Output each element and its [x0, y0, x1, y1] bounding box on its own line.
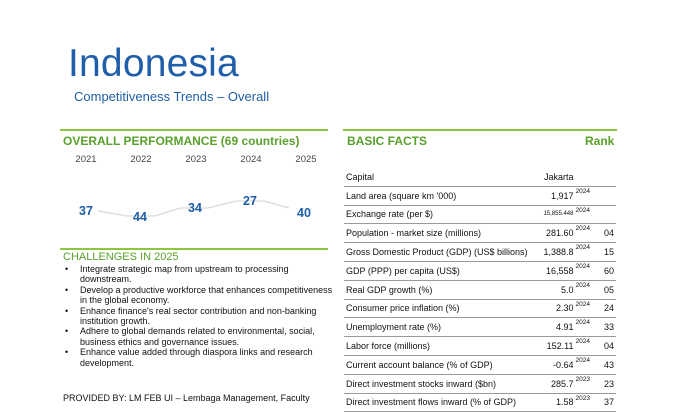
facts-row — [344, 355, 616, 374]
fact-rank: 23 — [597, 374, 616, 393]
challenge-item: • Develop a productive workforce that enhances competitiveness in the global economy. — [63, 285, 333, 306]
year-label: 2022 — [130, 154, 152, 165]
fact-year: 2024 — [573, 355, 597, 374]
rank-label-2025: 40 — [297, 206, 311, 220]
facts-row — [344, 261, 616, 280]
fact-label: Population - market size (millions) — [344, 224, 528, 243]
fact-rank: 04 — [597, 224, 616, 243]
fact-label: Exchange rate (per $) — [344, 205, 528, 224]
rank-label-2022: 44 — [133, 210, 147, 224]
fact-year: 2024 — [573, 186, 597, 205]
fact-rank — [597, 168, 616, 186]
fact-value: 4.91 — [528, 318, 574, 337]
facts-row — [344, 280, 616, 299]
facts-row — [344, 318, 616, 337]
fact-label: Labor force (millions) — [344, 337, 528, 356]
fact-value: 15,855.448 — [528, 205, 574, 224]
challenge-item: • Adhere to global demands related to environmental, social, business ethics and governance issues. — [63, 326, 333, 347]
fact-rank: 05 — [597, 280, 616, 299]
fact-year: 2023 — [573, 374, 597, 393]
year-axis — [64, 154, 328, 165]
fact-label: Land area (square km '000) — [344, 186, 528, 205]
challenges-title: CHALLENGES IN 2025 — [63, 251, 179, 263]
fact-year: 2024 — [573, 261, 597, 280]
fact-label: Capital — [344, 168, 528, 186]
overall-performance-title: OVERALL PERFORMANCE (69 countries) — [63, 134, 300, 148]
facts-row — [344, 393, 616, 412]
facts-row — [344, 205, 616, 224]
fact-label: Consumer price inflation (%) — [344, 299, 528, 318]
fact-value: 281.60 — [528, 224, 574, 243]
fact-year: 2024 — [573, 205, 597, 224]
fact-value: 1,388.8 — [528, 243, 574, 262]
fact-value: 1.58 — [528, 393, 574, 412]
fact-value: Jakarta — [528, 168, 574, 186]
year-label: 2024 — [240, 154, 262, 165]
rank-label-2023: 34 — [188, 201, 202, 215]
fact-rank — [597, 205, 616, 224]
page-subtitle: Competitiveness Trends – Overall — [74, 89, 270, 104]
fact-year: 2024 — [573, 318, 597, 337]
fact-value: 16,558 — [528, 261, 574, 280]
challenges-list — [63, 264, 333, 368]
year-label: 2023 — [185, 154, 207, 165]
fact-rank: 60 — [597, 261, 616, 280]
year-label: 2025 — [295, 154, 317, 165]
fact-label: Unemployment rate (%) — [344, 318, 528, 337]
fact-year: 2024 — [573, 337, 597, 356]
provided-by-note: PROVIDED BY: LM FEB UI – Lembaga Management, Faculty — [63, 393, 310, 403]
fact-value: 285.7 — [528, 374, 574, 393]
fact-rank: 15 — [597, 243, 616, 262]
facts-row — [344, 224, 616, 243]
challenge-item: • Integrate strategic map from upstream to processing downstream. — [63, 264, 333, 285]
fact-rank: 37 — [597, 393, 616, 412]
fact-rank — [597, 186, 616, 205]
basic-facts-title: BASIC FACTS — [347, 134, 428, 148]
challenge-item: • Enhance value added through diaspora links and research development. — [63, 347, 333, 368]
fact-label: GDP (PPP) per capita (US$) — [344, 261, 528, 280]
year-label: 2021 — [75, 154, 97, 165]
basic-facts-rule — [343, 129, 617, 131]
facts-row — [344, 337, 616, 356]
rank-header: Rank — [585, 134, 615, 148]
facts-row — [344, 243, 616, 262]
fact-year: 2024 — [573, 243, 597, 262]
fact-label: Real GDP growth (%) — [344, 280, 528, 299]
fact-year: 2024 — [573, 280, 597, 299]
challenge-item: • Enhance finance's real sector contribution and non-banking institution growth. — [63, 306, 333, 327]
fact-value: 2.30 — [528, 299, 574, 318]
fact-rank: 43 — [597, 355, 616, 374]
overall-performance-rule — [60, 129, 328, 131]
fact-label: Direct investment stocks inward ($bn) — [344, 374, 528, 393]
fact-year — [573, 168, 597, 186]
challenges-rule — [60, 248, 328, 250]
fact-rank: 33 — [597, 318, 616, 337]
fact-value: -0.64 — [528, 355, 574, 374]
rank-label-2021: 37 — [79, 204, 93, 218]
fact-label: Gross Domestic Product (GDP) (US$ billions) — [344, 243, 528, 262]
fact-year: 2024 — [573, 299, 597, 318]
fact-rank: 04 — [597, 337, 616, 356]
fact-label: Current account balance (% of GDP) — [344, 355, 528, 374]
fact-value: 1,917 — [528, 186, 574, 205]
fact-value: 5.0 — [528, 280, 574, 299]
fact-year: 2023 — [573, 393, 597, 412]
facts-row — [344, 168, 616, 186]
rank-label-2024: 27 — [243, 194, 257, 208]
fact-value: 152.11 — [528, 337, 574, 356]
fact-year: 2024 — [573, 224, 597, 243]
facts-row — [344, 186, 616, 205]
rank-trend-chart — [60, 168, 330, 238]
facts-row — [344, 299, 616, 318]
facts-row — [344, 374, 616, 393]
fact-rank: 24 — [597, 299, 616, 318]
page-title: Indonesia — [68, 42, 239, 85]
basic-facts-table — [344, 168, 616, 412]
fact-label: Direct investment flows inward (% of GDP) — [344, 393, 528, 412]
